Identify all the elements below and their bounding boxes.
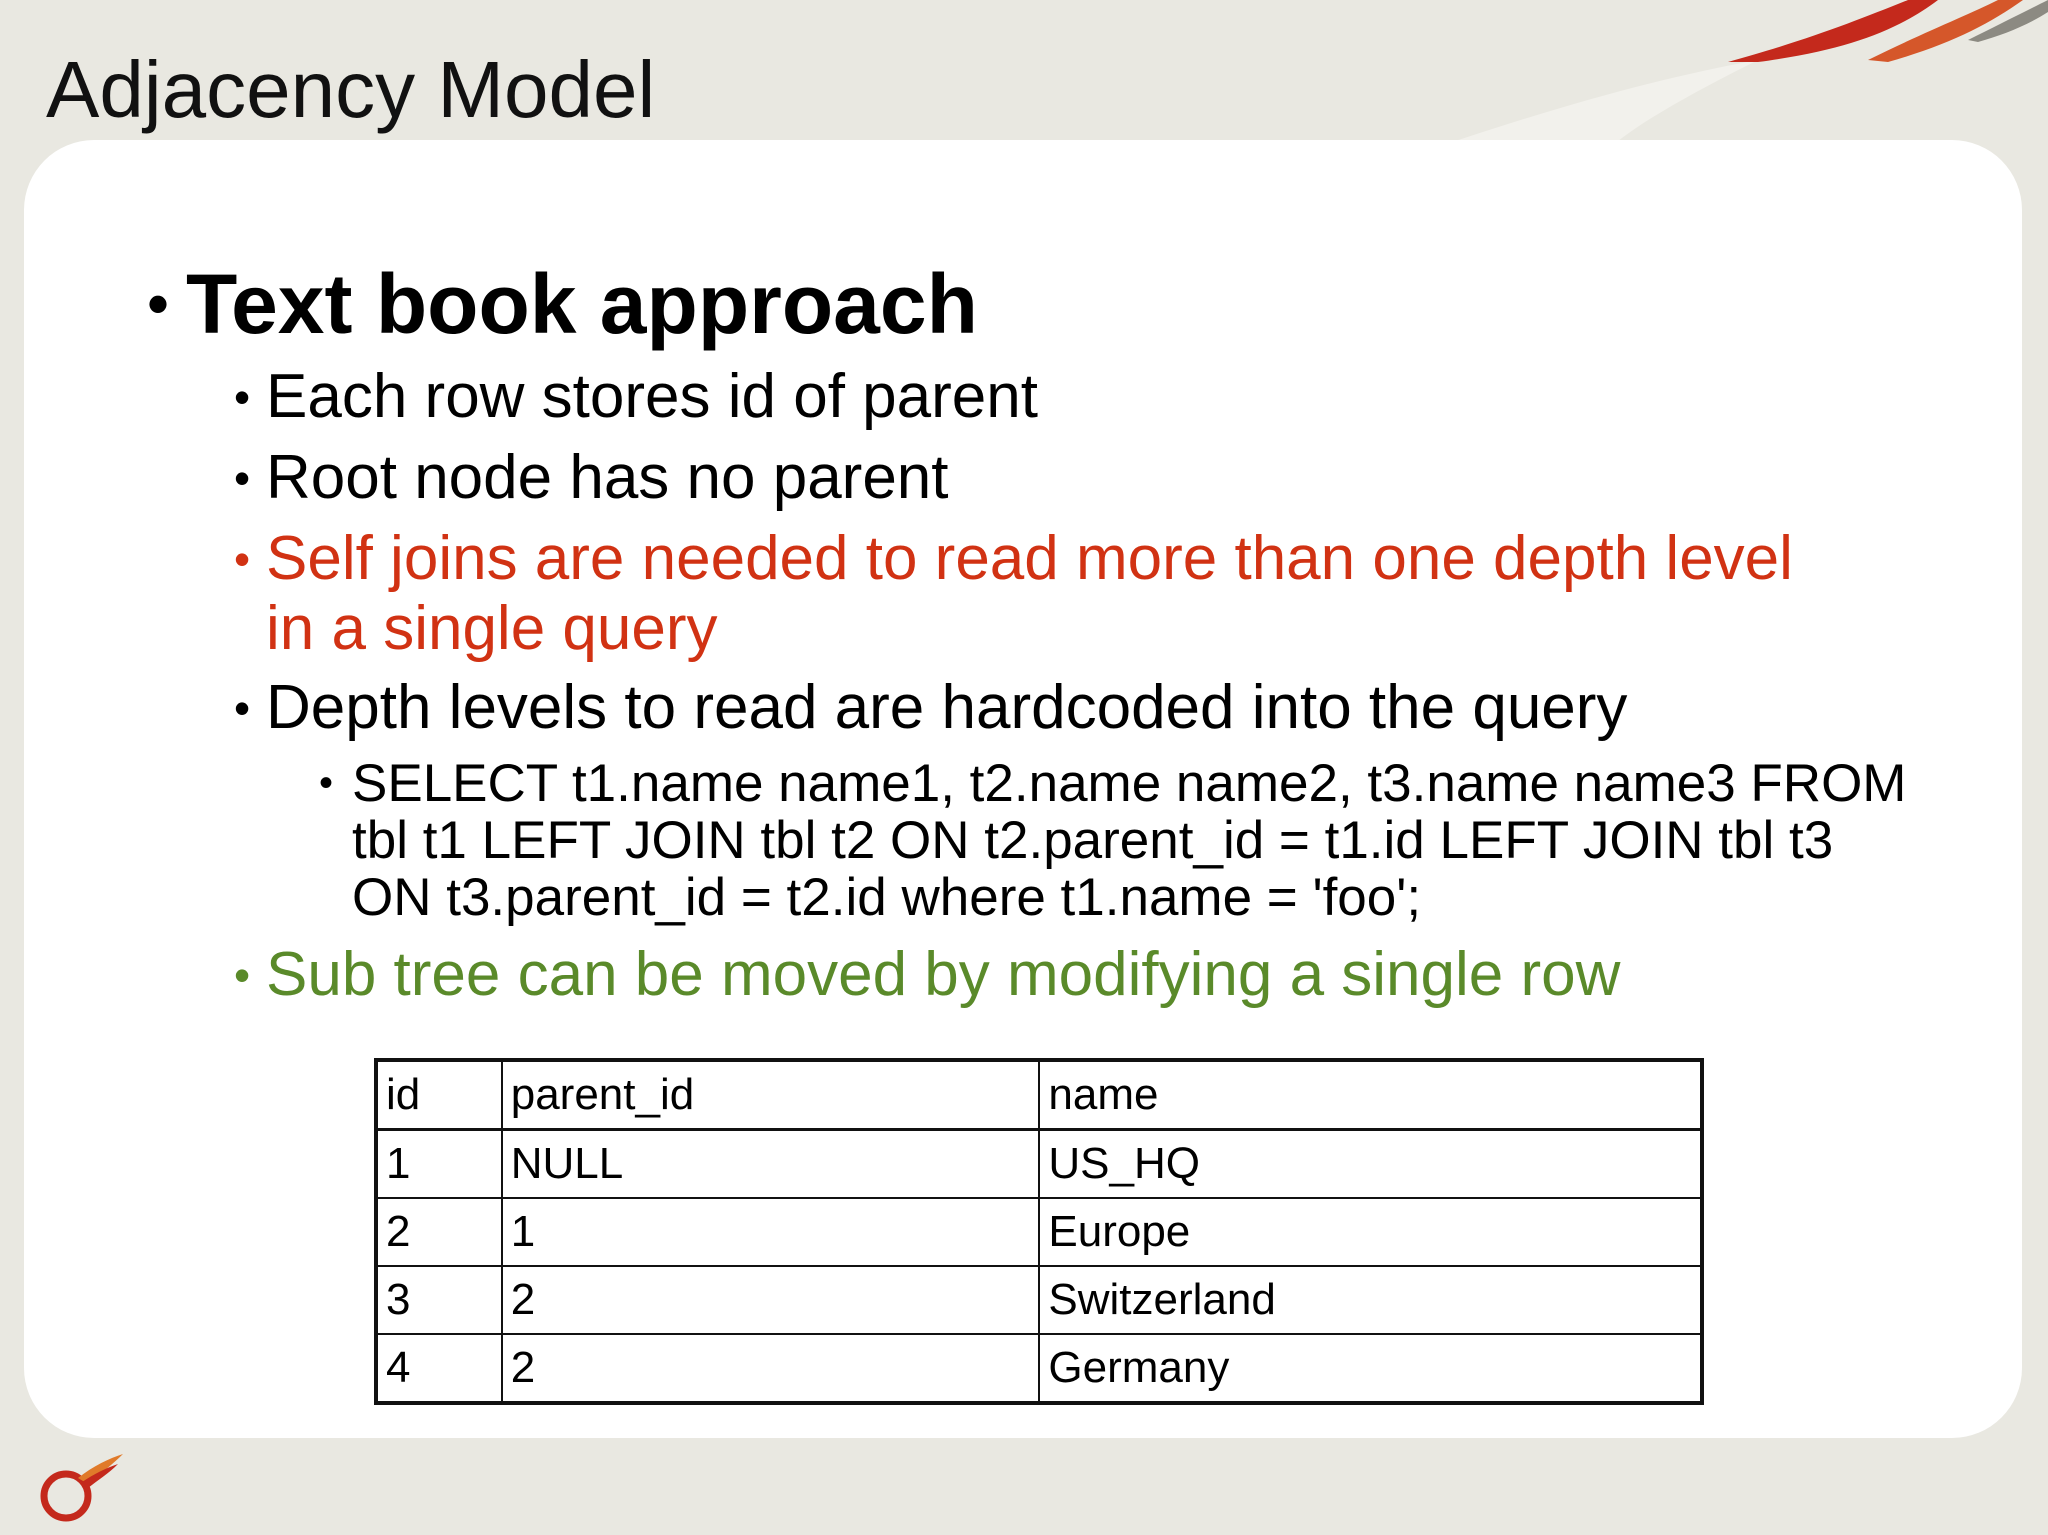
logo-icon [28,1448,128,1528]
table-row [376,1130,1702,1199]
table-cell: 1 [502,1198,1040,1266]
main-bullet-text: Text book approach [186,257,978,351]
sub-bullet-3 [218,524,1826,664]
sql-example-text: SELECT t1.name name1, t2.name name2, t3.name name3 FROM tbl t1 LEFT JOIN tbl t2 ON t2.parent_id = t1.id LEFT JOIN tbl t3 ON t3.parent_id = t2.id where t1.name = 'foo'; [352,754,1907,927]
table-cell: 2 [502,1334,1040,1403]
sub-bullet-1 [218,362,1826,432]
sub-bullet-5 [218,940,1826,1010]
bullet-glyph: • [233,533,251,585]
bullet-glyph: • [233,949,251,1001]
bullet-glyph: • [233,452,251,504]
table-row [376,1198,1702,1266]
bullet-glyph: • [233,682,251,734]
header-cell: parent_id [502,1060,1040,1130]
slide-title: Adjacency Model [46,45,656,134]
sub-bullet-text: Sub tree can be moved by modifying a single row [266,940,1621,1009]
header-cell: id [376,1060,502,1130]
sub-bullet-2 [218,443,1826,513]
table-cell: US_HQ [1039,1130,1702,1199]
table-cell: 4 [376,1334,502,1403]
sub-bullet-text: Self joins are needed to read more than one depth level in a single query [266,524,1793,663]
table-cell: 1 [376,1130,502,1199]
example-table [374,1058,1704,1405]
table-header-row [376,1060,1702,1130]
table-cell: 2 [502,1266,1040,1334]
table-cell: 2 [376,1198,502,1266]
header-cell: name [1039,1060,1702,1130]
table-cell: Switzerland [1039,1266,1702,1334]
table-cell: NULL [502,1130,1040,1199]
sql-example-bullet [300,755,1912,926]
table-row [376,1266,1702,1334]
sub-bullet-4 [218,673,1826,743]
sub-bullet-text: Depth levels to read are hardcoded into the query [266,673,1628,742]
sub-bullet-text: Root node has no parent [266,443,949,512]
bullet-glyph: • [147,270,169,337]
sub-bullet-text: Each row stores id of parent [266,362,1038,431]
table-row [376,1334,1702,1403]
table-cell: Germany [1039,1334,1702,1403]
bullet-glyph: • [318,761,333,805]
flame-wave-decoration [1428,0,2048,150]
bullet-glyph: • [233,371,251,423]
main-bullet [130,256,978,352]
table-cell: Europe [1039,1198,1702,1266]
table-cell: 3 [376,1266,502,1334]
